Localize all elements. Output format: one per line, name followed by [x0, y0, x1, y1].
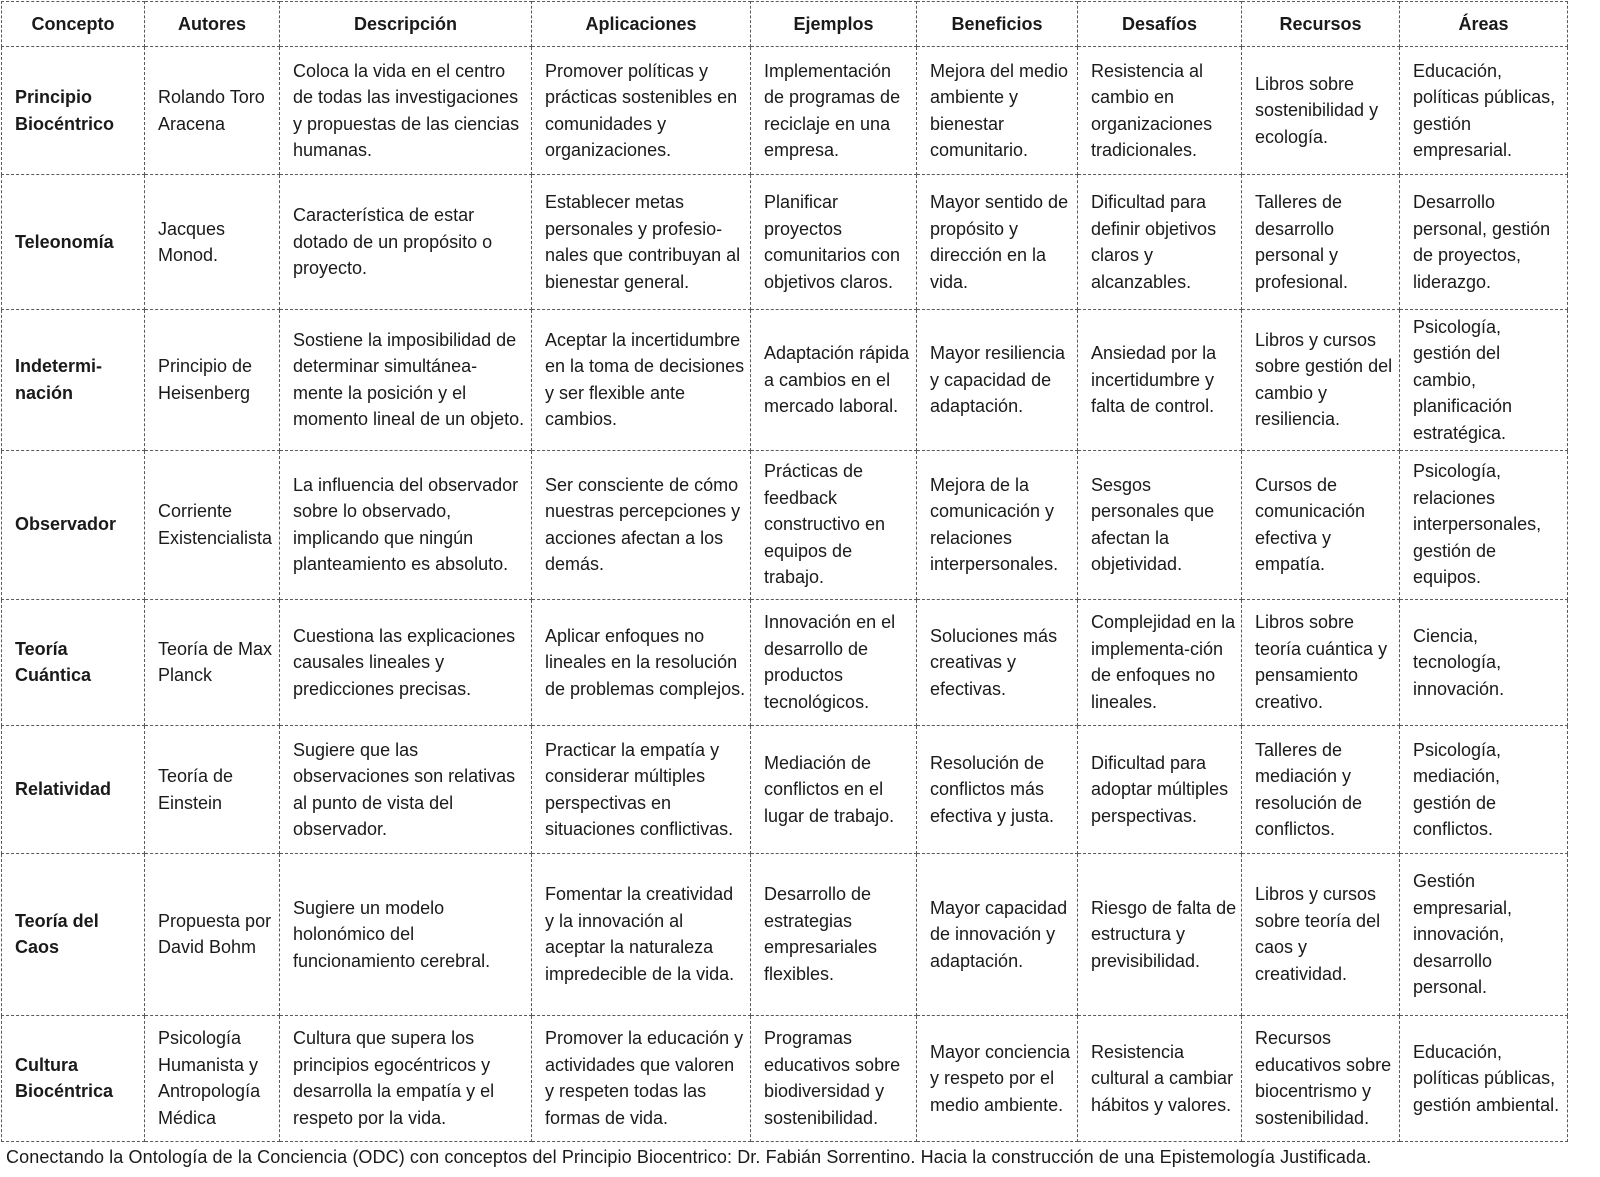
- concept-cell: Teoría del Caos: [2, 854, 145, 1015]
- areas-cell: Psicología, gestión del cambio, planificación estratégica.: [1400, 310, 1568, 451]
- concept-cell: Relatividad: [2, 725, 145, 853]
- table-row: [2, 310, 1568, 451]
- benefits-cell: Soluciones más creativas y efectivas.: [917, 599, 1078, 725]
- description-cell: Cultura que supera los principios egocéntricos y desarrolla la empatía y el respeto por la vida.: [280, 1015, 532, 1141]
- concept-cell: Observador: [2, 450, 145, 599]
- header-areas: Áreas: [1400, 2, 1568, 47]
- description-cell: La influencia del observador sobre lo observado, implicando que ningún planteamiento es absoluto.: [280, 450, 532, 599]
- resources-cell: Recursos educativos sobre biocentrismo y sostenibilidad.: [1242, 1015, 1400, 1141]
- table-row: [2, 854, 1568, 1015]
- table-row: [2, 599, 1568, 725]
- examples-cell: Prácticas de feedback constructivo en equipos de trabajo.: [751, 450, 917, 599]
- resources-cell: Libros y cursos sobre gestión del cambio y resiliencia.: [1242, 310, 1400, 451]
- description-cell: Sugiere que las observaciones son relativas al punto de vista del observador.: [280, 725, 532, 853]
- authors-cell: Jacques Monod.: [145, 175, 280, 310]
- resources-cell: Cursos de comunicación efectiva y empatía.: [1242, 450, 1400, 599]
- areas-cell: Ciencia, tecnología, innovación.: [1400, 599, 1568, 725]
- examples-cell: Planificar proyectos comunitarios con objetivos claros.: [751, 175, 917, 310]
- challenges-cell: Dificultad para adoptar múltiples perspectivas.: [1078, 725, 1242, 853]
- applications-cell: Aplicar enfoques no lineales en la resolución de problemas complejos.: [532, 599, 751, 725]
- description-cell: Sostiene la imposibilidad de determinar simultánea-mente la posición y el momento lineal de un objeto.: [280, 310, 532, 451]
- applications-cell: Promover políticas y prácticas sostenibles en comunidades y organizaciones.: [532, 47, 751, 175]
- challenges-cell: Riesgo de falta de estructura y previsibilidad.: [1078, 854, 1242, 1015]
- applications-cell: Establecer metas personales y profesio-nales que contribuyan al bienestar general.: [532, 175, 751, 310]
- header-aplicaciones: Aplicaciones: [532, 2, 751, 47]
- table-row: [2, 725, 1568, 853]
- concept-table: [1, 1, 1568, 1142]
- examples-cell: Desarrollo de estrategias empresariales flexibles.: [751, 854, 917, 1015]
- table-row: [2, 47, 1568, 175]
- areas-cell: Psicología, relaciones interpersonales, gestión de equipos.: [1400, 450, 1568, 599]
- benefits-cell: Mayor resiliencia y capacidad de adaptación.: [917, 310, 1078, 451]
- table-row: [2, 175, 1568, 310]
- authors-cell: Rolando Toro Aracena: [145, 47, 280, 175]
- challenges-cell: Sesgos personales que afectan la objetividad.: [1078, 450, 1242, 599]
- concept-cell: Indetermi-nación: [2, 310, 145, 451]
- applications-cell: Aceptar la incertidumbre en la toma de decisiones y ser flexible ante cambios.: [532, 310, 751, 451]
- challenges-cell: Complejidad en la implementa-ción de enfoques no lineales.: [1078, 599, 1242, 725]
- resources-cell: Libros y cursos sobre teoría del caos y creatividad.: [1242, 854, 1400, 1015]
- authors-cell: Propuesta por David Bohm: [145, 854, 280, 1015]
- header-autores: Autores: [145, 2, 280, 47]
- applications-cell: Fomentar la creatividad y la innovación al aceptar la naturaleza impredecible de la vida.: [532, 854, 751, 1015]
- examples-cell: Mediación de conflictos en el lugar de trabajo.: [751, 725, 917, 853]
- concept-cell: Principio Biocéntrico: [2, 47, 145, 175]
- authors-cell: Psicología Humanista y Antropología Médica: [145, 1015, 280, 1141]
- authors-cell: Teoría de Einstein: [145, 725, 280, 853]
- benefits-cell: Mayor capacidad de innovación y adaptación.: [917, 854, 1078, 1015]
- table-row: [2, 1015, 1568, 1141]
- areas-cell: Educación, políticas públicas, gestión ambiental.: [1400, 1015, 1568, 1141]
- description-cell: Coloca la vida en el centro de todas las investigaciones y propuestas de las ciencias humanas.: [280, 47, 532, 175]
- description-cell: Cuestiona las explicaciones causales lineales y predicciones precisas.: [280, 599, 532, 725]
- resources-cell: Libros sobre sostenibilidad y ecología.: [1242, 47, 1400, 175]
- description-cell: Sugiere un modelo holonómico del funcionamiento cerebral.: [280, 854, 532, 1015]
- description-cell: Característica de estar dotado de un propósito o proyecto.: [280, 175, 532, 310]
- authors-cell: Teoría de Max Planck: [145, 599, 280, 725]
- challenges-cell: Ansiedad por la incertidumbre y falta de control.: [1078, 310, 1242, 451]
- header-ejemplos: Ejemplos: [751, 2, 917, 47]
- benefits-cell: Mayor conciencia y respeto por el medio ambiente.: [917, 1015, 1078, 1141]
- benefits-cell: Mejora de la comunicación y relaciones interpersonales.: [917, 450, 1078, 599]
- authors-cell: Principio de Heisenberg: [145, 310, 280, 451]
- header-desafios: Desafíos: [1078, 2, 1242, 47]
- challenges-cell: Resistencia al cambio en organizaciones tradicionales.: [1078, 47, 1242, 175]
- resources-cell: Talleres de desarrollo personal y profesional.: [1242, 175, 1400, 310]
- header-descripcion: Descripción: [280, 2, 532, 47]
- authors-cell: Corriente Existencialista: [145, 450, 280, 599]
- benefits-cell: Mejora del medio ambiente y bienestar comunitario.: [917, 47, 1078, 175]
- challenges-cell: Dificultad para definir objetivos claros y alcanzables.: [1078, 175, 1242, 310]
- resources-cell: Talleres de mediación y resolución de conflictos.: [1242, 725, 1400, 853]
- areas-cell: Desarrollo personal, gestión de proyectos, liderazgo.: [1400, 175, 1568, 310]
- examples-cell: Innovación en el desarrollo de productos tecnológicos.: [751, 599, 917, 725]
- examples-cell: Adaptación rápida a cambios en el mercado laboral.: [751, 310, 917, 451]
- table-row: [2, 450, 1568, 599]
- examples-cell: Implementación de programas de reciclaje en una empresa.: [751, 47, 917, 175]
- header-beneficios: Beneficios: [917, 2, 1078, 47]
- caption: Conectando la Ontología de la Conciencia (ODC) con conceptos del Principio Biocentrico: Dr. Fabián Sorrentino. Hacia la construcción de una Epistemología Justificada.: [6, 1147, 1372, 1167]
- benefits-cell: Resolución de conflictos más efectiva y justa.: [917, 725, 1078, 853]
- concept-cell: Teleonomía: [2, 175, 145, 310]
- header-row: [2, 2, 1568, 47]
- header-concepto: Concepto: [2, 2, 145, 47]
- areas-cell: Psicología, mediación, gestión de conflictos.: [1400, 725, 1568, 853]
- benefits-cell: Mayor sentido de propósito y dirección en la vida.: [917, 175, 1078, 310]
- concept-cell: Cultura Biocéntrica: [2, 1015, 145, 1141]
- concept-cell: Teoría Cuántica: [2, 599, 145, 725]
- areas-cell: Gestión empresarial, innovación, desarrollo personal.: [1400, 854, 1568, 1015]
- areas-cell: Educación, políticas públicas, gestión empresarial.: [1400, 47, 1568, 175]
- applications-cell: Ser consciente de cómo nuestras percepciones y acciones afectan a los demás.: [532, 450, 751, 599]
- challenges-cell: Resistencia cultural a cambiar hábitos y valores.: [1078, 1015, 1242, 1141]
- applications-cell: Promover la educación y actividades que valoren y respeten todas las formas de vida.: [532, 1015, 751, 1141]
- applications-cell: Practicar la empatía y considerar múltiples perspectivas en situaciones conflictivas.: [532, 725, 751, 853]
- examples-cell: Programas educativos sobre biodiversidad y sostenibilidad.: [751, 1015, 917, 1141]
- header-recursos: Recursos: [1242, 2, 1400, 47]
- resources-cell: Libros sobre teoría cuántica y pensamiento creativo.: [1242, 599, 1400, 725]
